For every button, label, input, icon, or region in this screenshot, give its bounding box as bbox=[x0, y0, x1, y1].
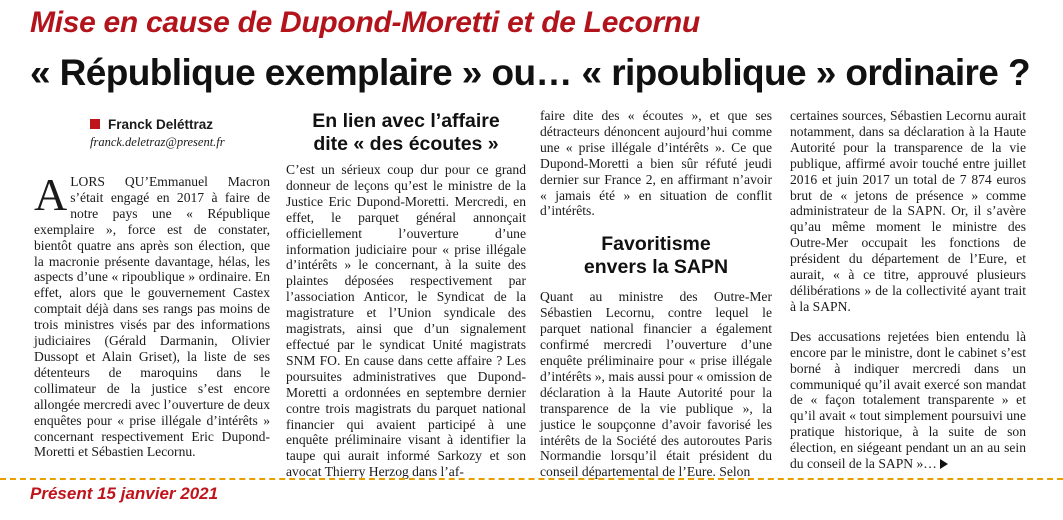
kicker-title: Mise en cause de Dupond-Moretti et de Lecornu bbox=[30, 6, 700, 39]
column-1-text: LORS QU’Emmanuel Macron s’était engagé en 2017 à faire de notre pays une « République exemplaire », force est de constater, bientôt quatre ans après son élection, que la macronie présente davantage, hélas, les aspects d’une « ripoublique » ordinaire. En effet, alors que le gouvernement Castex comptait déjà dans ses rangs pas moins de trois ministres visés par des informations judiciaires (Gérald Darmanin, Olivier Dussopt et Alain Griset), la liste de ses détenteurs de maroquins dans le collimateur de la justice s’est encore allongée mercredi avec l’ouverture de deux enquêtes pour « prise illégale d’intérêts » concernant respectivement Eric Dupond-Moretti et Sébastien Lecornu. bbox=[34, 174, 270, 460]
footer-source: Présent 15 janvier 2021 bbox=[30, 484, 219, 503]
author-email: franck.deletraz@present.fr bbox=[90, 135, 225, 149]
author-name: Franck Deléttraz bbox=[108, 117, 214, 132]
column-4 bbox=[790, 108, 1026, 472]
column-3-text-bottom: Quant au ministre des Outre-Mer Sébastien Lecornu, contre lequel le parquet national financier a également confirmé mercredi l’ouverture d’une enquête préliminaire pour « prise illégale d’intérêts », mais aussi pour « omission de déclaration à la Haute Autorité pour la transparence de la vie publique », la justice le soupçonne d’avoir favorisé les intérêts de la Société des autoroutes Paris Normandie lorsqu’il était président du conseil départemental de l’Eure. Selon bbox=[540, 289, 772, 480]
column-3 bbox=[540, 108, 772, 480]
column-2-text: C’est un sérieux coup dur pour ce grand donneur de leçons qu’est le ministre de la Justice Eric Dupond-Moretti. Mercredi, en effet, le parquet général annonçait officiellement l’ouverture d’une information judiciaire pour « prise illégale d’intérêts » le concernant, à la suite des plaintes déposées respectivement par l’association Anticor, le Syndicat de la magistrature et l’Union syndicale des magistrats, ainsi que d’un signalement effectué par le syndicat Unité magistrats SNM FO. En cause dans cette affaire ? Les poursuites administratives que Dupond-Moretti a ordonnées en septembre dernier contre trois magistrats du parquet national financier qui avaient participé à une enquête préliminaire visant à identifier la taupe qui aurait informé Sarkozy et son avocat Thierry Herzog dans l’af- bbox=[286, 162, 526, 480]
column-4-text-bottom: Des accusations rejetées bien entendu là encore par le ministre, dont le cabinet s’est borné à indiquer mercredi dans un communiqué qu’il avait exercé son mandat de « façon totalement transparente » et qu’il avait « tout simplement poursuivi une pratique historique, à la suite de son élection, en siégeant pendant un an au sein du conseil de la SAPN »… bbox=[790, 328, 1026, 472]
subhead-favoritisme: Favoritisme envers la SAPN bbox=[583, 233, 729, 279]
column-2 bbox=[286, 110, 526, 480]
dropcap: A bbox=[34, 169, 68, 220]
subhead-ecoutes: En lien avec l’affaire dite « des écoutes » bbox=[312, 110, 500, 155]
footer-divider bbox=[0, 478, 1063, 480]
end-of-article-icon bbox=[940, 459, 948, 469]
column-3-text-top: faire dite des « écoutes », et que ses détracteurs dénoncent aujourd’hui comme une « prise illégale d’intérêts ». Ce que Dupond-Moretti a bien sûr réfuté jeudi dernier sur France 2, en affirmant n’avoir « jamais été » en situation de conflit d’intérêts. bbox=[540, 108, 772, 219]
column-1 bbox=[34, 169, 270, 460]
red-square-icon bbox=[90, 119, 100, 129]
author-byline bbox=[90, 117, 213, 132]
column-4-text-top: certaines sources, Sébastien Lecornu aurait notamment, dans sa déclaration à la Haute Autorité pour la transparence de la vie publique, affirmé avoir touché entre juillet 2016 et juin 2017 un total de 7 874 euros brut de « jetons de présence » comme administrateur de la SAPN. Or, il s’avère qu’au même moment le ministre des Outre-Mer occupait les fonctions de président du département de l’Eure, et aurait, « à ce titre, approuvé plusieurs délibérations » de la collectivité ayant trait à la SAPN. bbox=[790, 108, 1026, 314]
headline: « République exemplaire » ou… « ripoublique » ordinaire ? bbox=[30, 52, 1030, 93]
